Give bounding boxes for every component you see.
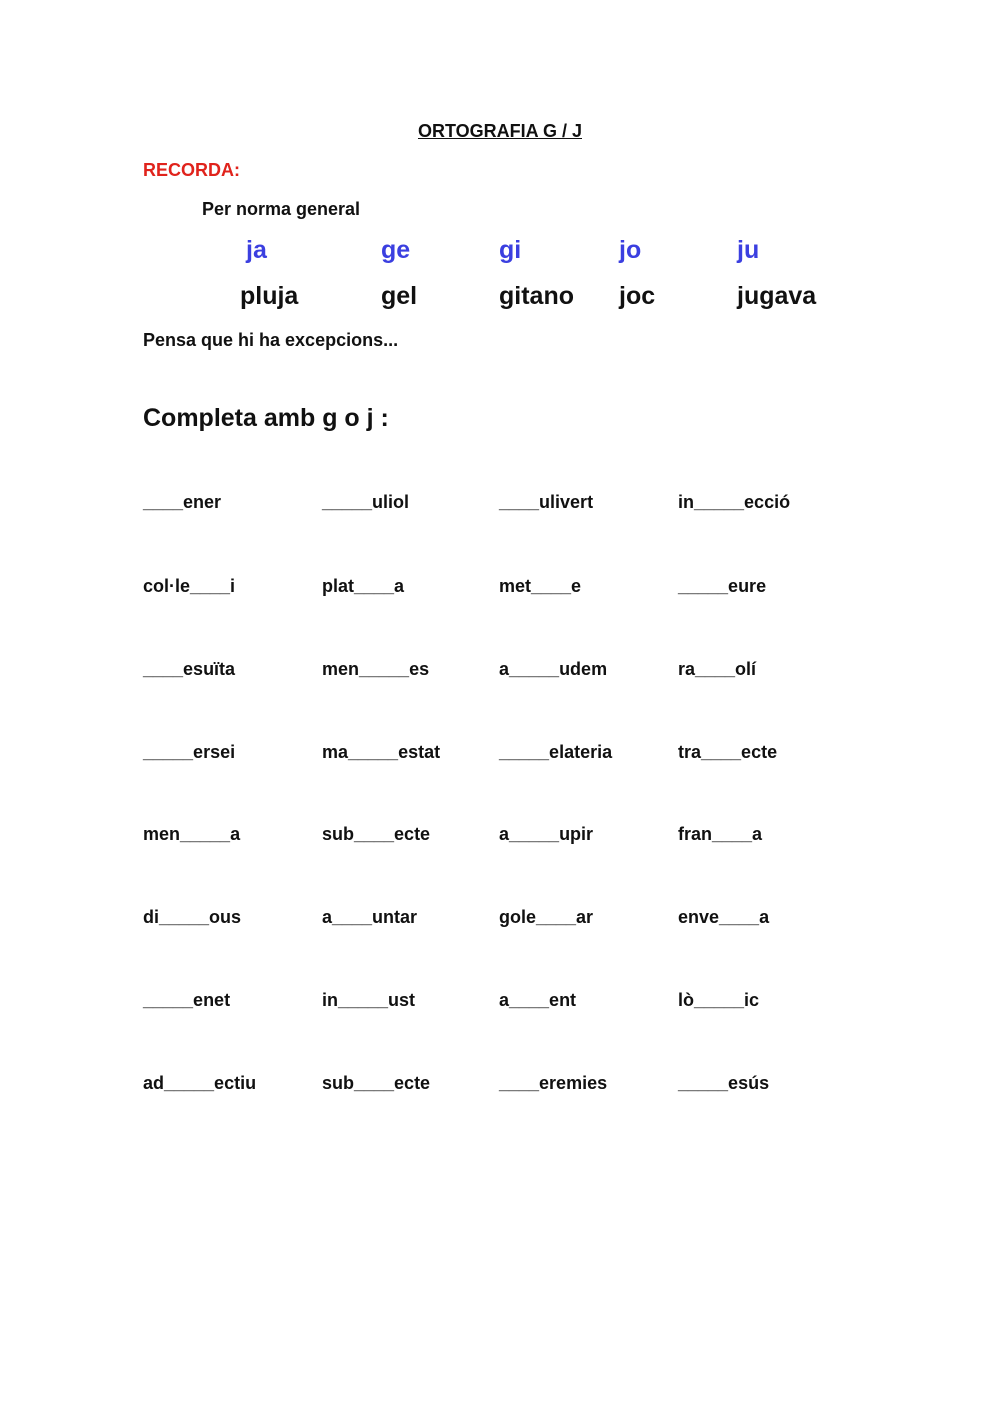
exercise-word: sub____ecte <box>322 824 431 844</box>
exercise-word: _____ersei <box>143 742 236 762</box>
exercise-word: gole____ar <box>499 907 594 927</box>
exercise-word: ____esuïta <box>143 659 236 679</box>
exceptions-note: Pensa que hi ha excepcions... <box>143 330 399 350</box>
exercise-word: ma_____estat <box>322 742 441 762</box>
exercise-word: fran____a <box>678 824 763 844</box>
syllable-gi: gi <box>499 236 522 264</box>
exercise-word: met____e <box>499 576 582 596</box>
exercise-word: di_____ous <box>143 907 242 927</box>
exercise-word: _____eure <box>678 576 767 596</box>
exercise-word: men_____a <box>143 824 241 844</box>
exercise-word: ____eremies <box>499 1073 608 1093</box>
example-joc: joc <box>619 282 656 310</box>
exercise-word: men_____es <box>322 659 430 679</box>
syllable-ja: ja <box>246 236 267 264</box>
exercise-heading: Completa amb g o j : <box>143 404 389 432</box>
exercise-word: sub____ecte <box>322 1073 431 1093</box>
exercise-word: ra____olí <box>678 659 757 679</box>
exercise-word: tra____ecte <box>678 742 778 762</box>
example-pluja: pluja <box>240 282 299 310</box>
rule-intro: Per norma general <box>202 199 361 219</box>
exercise-word: a_____udem <box>499 659 608 679</box>
exercise-word: a_____upir <box>499 824 594 844</box>
example-gel: gel <box>381 282 418 310</box>
page-title: ORTOGRAFIA G / J <box>417 121 582 141</box>
exercise-word: col·le____i <box>143 576 236 596</box>
exercise-word: enve____a <box>678 907 770 927</box>
exercise-word: a____ent <box>499 990 577 1010</box>
exercise-word: ad_____ectiu <box>143 1073 257 1093</box>
exercise-word: ____ulivert <box>499 492 594 512</box>
exercise-word: _____uliol <box>322 492 410 512</box>
recorda-label: RECORDA: <box>143 160 240 180</box>
exercise-word: _____esús <box>678 1073 770 1093</box>
exercise-word: plat____a <box>322 576 405 596</box>
exercise-word: _____elateria <box>499 742 613 762</box>
syllable-jo: jo <box>619 236 642 264</box>
syllable-ju: ju <box>737 236 760 264</box>
example-gitano: gitano <box>499 282 574 310</box>
exercise-word: a____untar <box>322 907 418 927</box>
exercise-word: _____enet <box>143 990 231 1010</box>
exercise-word: lò_____ic <box>678 990 760 1010</box>
exercise-word: in_____ust <box>322 990 416 1010</box>
syllable-ge: ge <box>381 236 411 264</box>
exercise-word: in_____ecció <box>678 492 791 512</box>
exercise-word: ____ener <box>143 492 222 512</box>
example-jugava: jugava <box>737 282 817 310</box>
